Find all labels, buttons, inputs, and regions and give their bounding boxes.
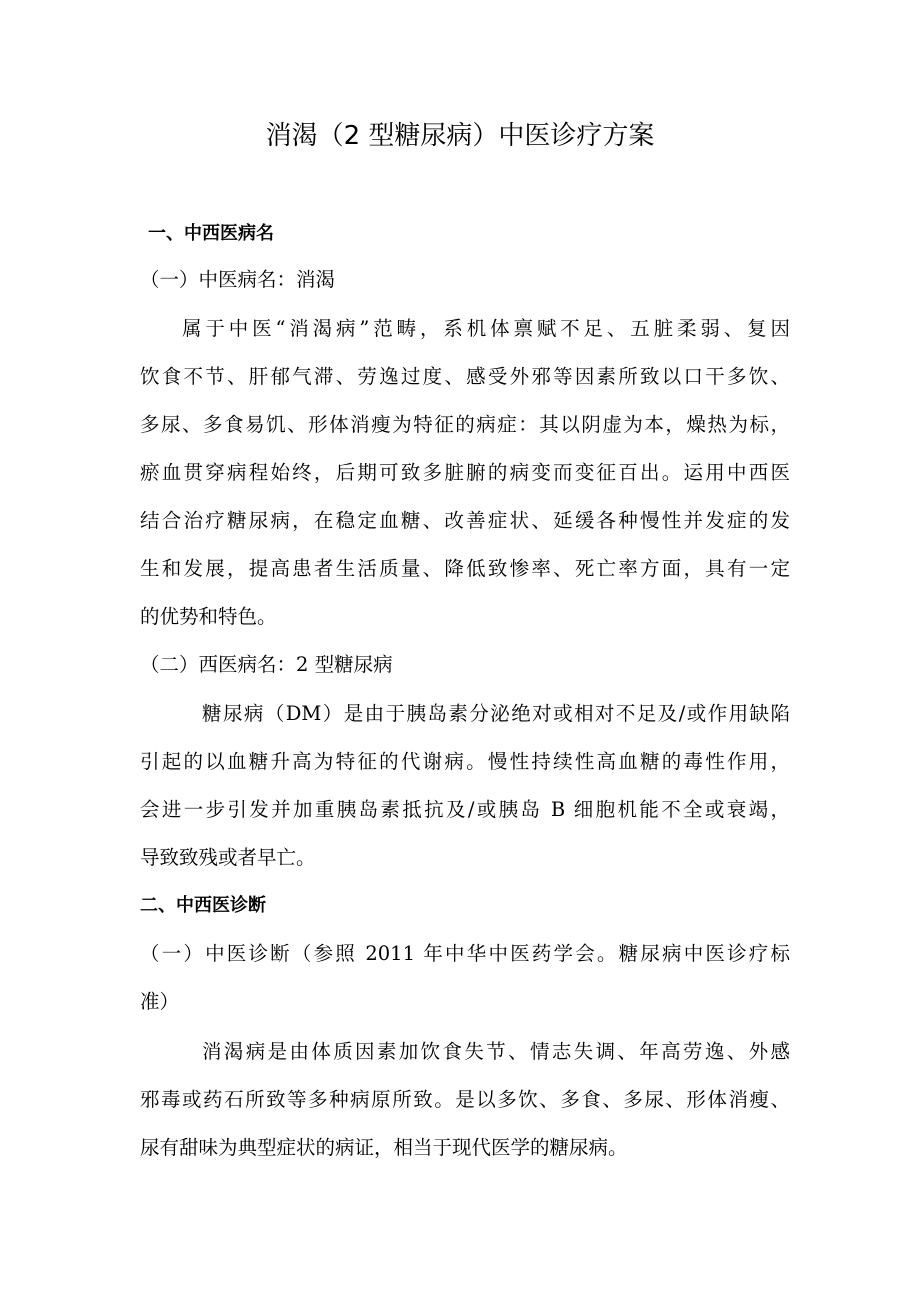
document-title: 消渴（2 型糖尿病）中医诊疗方案 (265, 121, 655, 151)
paragraph-line: 导致致残或者早亡。 (140, 846, 316, 869)
paragraph-line: 会进一步引发并加重胰岛素抵抗及/或胰岛 B 细胞机能不全或衰竭， (140, 798, 790, 821)
paragraph-line: 瘀血贯穿病程始终，后期可致多脏腑的病变而变征百出。运用中西医 (140, 461, 790, 484)
paragraph-line: 的优势和特色。 (140, 605, 277, 628)
paragraph-line: 属于中医“消渴病”范畴，系机体禀赋不足、五脏柔弱、复因 (182, 317, 790, 340)
paragraph-line: 尿有甜味为典型症状的病证，相当于现代医学的糖尿病。 (140, 1136, 628, 1159)
subsection-heading-1-2: （二）西医病名：2 型糖尿病 (140, 653, 393, 676)
paragraph-line: 生和发展，提高患者生活质量、降低致惨率、死亡率方面，具有一定 (140, 557, 790, 580)
subsection-heading-2-1: （一）中医诊断（参照 2011 年中华中医药学会。糖尿病中医诊疗标 (140, 942, 790, 965)
paragraph-line: 邪毒或药石所致等多种病原所致。是以多饮、多食、多尿、形体消瘦、 (140, 1088, 790, 1111)
subsection-heading-2-1-cont: 准） (140, 990, 180, 1013)
paragraph-line: 引起的以血糖升高为特征的代谢病。慢性持续性高血糖的毒性作用， (140, 750, 790, 773)
paragraph-line: 结合治疗糖尿病，在稳定血糖、改善症状、延缓各种慢性并发症的发 (140, 509, 790, 532)
paragraph-line: 消渴病是由体质因素加饮食失节、情志失调、年高劳逸、外感 (202, 1040, 790, 1063)
subsection-heading-1-1: （一）中医病名：消渴 (140, 268, 336, 291)
paragraph-line: 饮食不节、肝郁气滞、劳逸过度、感受外邪等因素所致以口干多饮、 (140, 365, 790, 388)
section-heading-2: 二、中西医诊断 (140, 895, 266, 916)
section-heading-1: 一、中西医病名 (148, 223, 274, 244)
paragraph-line: 糖尿病（DM）是由于胰岛素分泌绝对或相对不足及/或作用缺陷 (202, 702, 790, 725)
paragraph-line: 多尿、多食易饥、形体消瘦为特征的病症：其以阴虚为本，燥热为标， (140, 413, 790, 436)
